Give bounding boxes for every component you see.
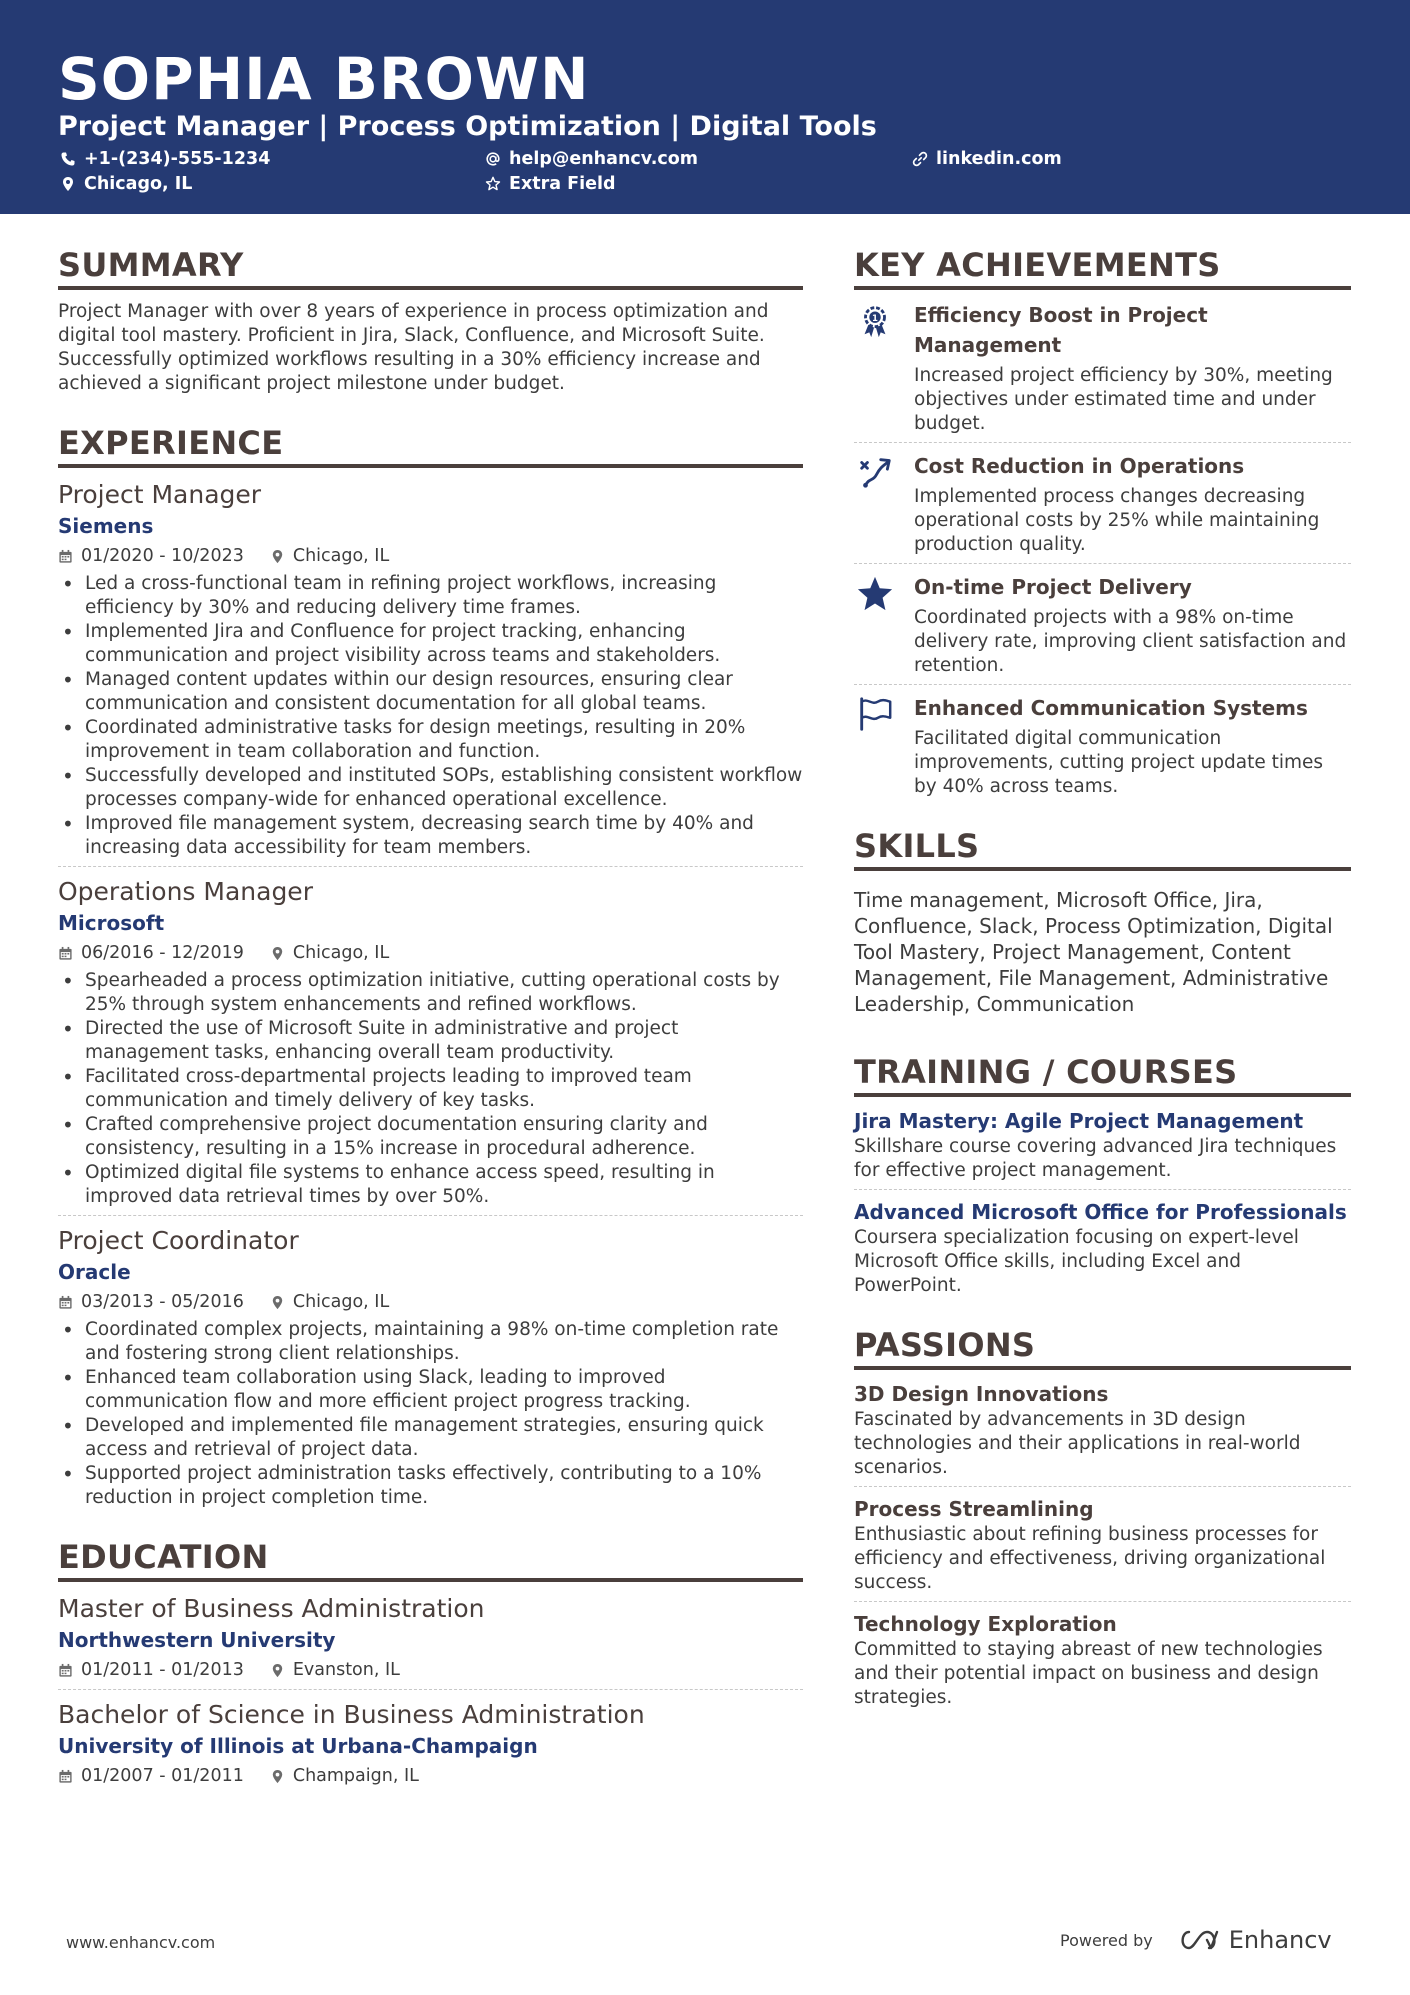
job-bullets [58, 969, 803, 1209]
achievement-title: Cost Reduction in Operations [914, 454, 1245, 478]
location-pin-icon [60, 176, 76, 192]
location-pin-icon [270, 1663, 285, 1678]
footer-branding [1060, 1926, 1332, 1954]
course-title: Advanced Microsoft Office for Professionals [854, 1200, 1347, 1224]
education-meta [58, 1657, 803, 1683]
company-name: Siemens [58, 514, 154, 538]
location-text: Chicago, IL [292, 943, 390, 963]
passion-item [854, 1495, 1351, 1602]
achievement-item [854, 572, 1351, 685]
job-meta [58, 940, 803, 966]
achievement-text: Implemented process changes decreasing operational costs by 25% while maintaining production quality. [914, 486, 1320, 555]
enhancv-logo[interactable] [1177, 1926, 1332, 1954]
job-title: Project Manager [58, 480, 262, 509]
dates-text: 01/2020 - 10/2023 [81, 546, 244, 566]
dates-text: 06/2016 - 12/2019 [81, 943, 244, 963]
job-meta [58, 1289, 803, 1315]
bullet-item: • Spearheaded a process optimization initiative, cutting operational costs by 25% through system enhancements and refined workflows. [58, 969, 803, 1017]
education-entry [58, 1698, 803, 1795]
job-entry [58, 875, 803, 1216]
location-text: Chicago, IL [84, 174, 193, 194]
course-title: Jira Mastery: Agile Project Management [854, 1109, 1304, 1133]
passion-text: Committed to staying abreast of new technologies and their potential impact on business and design strategies. [854, 1639, 1323, 1708]
location-pin-icon [270, 1295, 285, 1310]
contact-email[interactable] [485, 147, 698, 171]
linkedin-link[interactable]: linkedin.com [936, 149, 1062, 169]
achievement-text: Coordinated projects with a 98% on-time delivery rate, improving client satisfaction and retention. [914, 607, 1347, 676]
passion-item [854, 1610, 1351, 1716]
passion-title: 3D Design Innovations [854, 1382, 1109, 1406]
education-meta [58, 1763, 803, 1789]
achievement-body [914, 300, 1351, 436]
footer-website-link[interactable]: www.enhancv.com [66, 1933, 216, 1952]
phone-text: +1-(234)-555-1234 [84, 149, 271, 169]
course-text: Coursera specialization focusing on expert-level Microsoft Office skills, including Excel and PowerPoint. [854, 1227, 1299, 1296]
bullet-item: • Supported project administration tasks effectively, contributing to a 10% reduction in project completion time. [58, 1462, 803, 1510]
education-heading: EDUCATION [58, 1538, 803, 1582]
job-meta [58, 543, 803, 569]
bullet-item: • Optimized digital file systems to enhance access speed, resulting in improved data retrieval times by over 50%. [58, 1161, 803, 1209]
job-title: Project Coordinator [58, 1226, 299, 1255]
location-text: Evanston, IL [292, 1660, 400, 1680]
location-text: Chicago, IL [292, 546, 390, 566]
degree-title: Master of Business Administration [58, 1594, 485, 1623]
course-item [854, 1107, 1351, 1190]
star-icon [854, 572, 896, 678]
school-name: Northwestern University [58, 1628, 336, 1652]
dates-text: 03/2013 - 05/2016 [81, 1292, 244, 1312]
path-arrow-icon [854, 451, 896, 557]
passions-section [854, 1326, 1351, 1716]
passion-text: Fascinated by advancements in 3D design technologies and their applications in real-world scenarios. [854, 1409, 1301, 1478]
summary-section [58, 246, 803, 396]
education-dates [58, 1763, 244, 1789]
dates-text: 01/2011 - 01/2013 [81, 1660, 244, 1680]
achievement-item [854, 693, 1351, 805]
summary-text: Project Manager with over 8 years of experience in process optimization and digital tool mastery. Proficient in Jira, Slack, Confluence, and Microsoft Suite. Successfully optimized workflows resulting in a 30% efficiency increase and achieved a significant project milestone under budget. [58, 301, 769, 394]
contact-location [60, 172, 192, 196]
location-pin-icon [270, 1769, 285, 1784]
link-icon [912, 151, 928, 167]
achievement-body [914, 572, 1351, 678]
summary-heading: SUMMARY [58, 246, 803, 290]
bullet-item: • Enhanced team collaboration using Slack, leading to improved communication flow and more efficient project progress tracking. [58, 1366, 803, 1414]
star-outline-icon [485, 176, 501, 192]
degree-title: Bachelor of Science in Business Administration [58, 1700, 645, 1729]
education-section [58, 1538, 803, 1795]
achievements-section [854, 246, 1351, 805]
achievement-body [914, 451, 1351, 557]
course-text: Skillshare course covering advanced Jira techniques for effective project management. [854, 1136, 1337, 1181]
achievement-item [854, 451, 1351, 564]
bullet-item: • Led a cross-functional team in refining project workflows, increasing efficiency by 30% and reducing delivery time frames. [58, 572, 803, 620]
passion-item [854, 1380, 1351, 1487]
extra-field-text: Extra Field [509, 174, 616, 194]
job-dates [58, 543, 244, 569]
bullet-item: • Directed the use of Microsoft Suite in administrative and project management tasks, enhancing overall team productivity. [58, 1017, 803, 1065]
calendar-icon [58, 1663, 73, 1678]
email-link[interactable]: help@enhancv.com [509, 149, 699, 169]
bullet-item: • Coordinated administrative tasks for design meetings, resulting in 20% improvement in team collaboration and function. [58, 716, 803, 764]
calendar-icon [58, 1769, 73, 1784]
flag-icon [854, 693, 896, 799]
achievement-item [854, 300, 1351, 443]
education-location [270, 1763, 419, 1789]
skills-section [854, 827, 1351, 1017]
experience-heading: EXPERIENCE [58, 424, 803, 468]
bullet-item: • Improved file management system, decreasing search time by 40% and increasing data accessibility for team members. [58, 812, 803, 860]
skills-heading: SKILLS [854, 827, 1351, 871]
contact-phone [60, 147, 270, 171]
calendar-icon [58, 946, 73, 961]
training-section [854, 1053, 1351, 1304]
course-item [854, 1198, 1351, 1304]
company-name: Oracle [58, 1260, 131, 1284]
right-column [854, 246, 1351, 1724]
at-sign-icon [485, 151, 501, 167]
bullet-item: • Managed content updates within our design resources, ensuring clear communication and consistent documentation for all global teams. [58, 668, 803, 716]
candidate-title: Project Manager | Process Optimization | Digital Tools [58, 111, 877, 142]
job-location [270, 1289, 389, 1315]
training-heading: TRAINING / COURSES [854, 1053, 1351, 1097]
calendar-icon [58, 549, 73, 564]
contact-extra [485, 172, 616, 196]
achievement-text: Facilitated digital communication improvements, cutting project update times by 40% across teams. [914, 728, 1324, 797]
location-text: Chicago, IL [292, 1292, 390, 1312]
job-entry [58, 478, 803, 867]
passions-heading: PASSIONS [854, 1326, 1351, 1370]
company-name: Microsoft [58, 911, 165, 935]
job-location [270, 940, 389, 966]
brand-name: Enhancv [1228, 1926, 1332, 1954]
job-location [270, 543, 389, 569]
svg-text:1: 1 [872, 314, 878, 324]
job-bullets [58, 572, 803, 860]
achievement-text: Increased project efficiency by 30%, meeting objectives under estimated time and under budget. [914, 365, 1333, 434]
job-entry [58, 1224, 803, 1516]
contact-linkedin[interactable] [912, 147, 1062, 171]
left-column [58, 246, 803, 1803]
location-text: Champaign, IL [292, 1766, 419, 1786]
job-dates [58, 940, 244, 966]
bullet-item: • Implemented Jira and Confluence for project tracking, enhancing communication and project visibility across teams and stakeholders. [58, 620, 803, 668]
calendar-icon [58, 1295, 73, 1310]
achievement-title: Enhanced Communication Systems [914, 696, 1308, 720]
candidate-name: SOPHIA BROWN [58, 45, 590, 113]
phone-icon [60, 151, 76, 167]
achievement-title: On-time Project Delivery [914, 575, 1192, 599]
achievement-title: Efficiency Boost in Project Management [914, 303, 1208, 357]
passion-title: Technology Exploration [854, 1612, 1117, 1636]
education-dates [58, 1657, 244, 1683]
skills-text: Time management, Microsoft Office, Jira, Confluence, Slack, Process Optimization, Digital Tool Mastery, Project Management, Content Management, File Management, Administrative Leadership, Communication [854, 888, 1333, 1016]
school-name: University of Illinois at Urbana-Champaign [58, 1734, 538, 1758]
bullet-item: • Developed and implemented file management strategies, ensuring quick access and retrieval of project data. [58, 1414, 803, 1462]
infinity-logo-icon [1177, 1928, 1221, 1952]
passion-text: Enthusiastic about refining business processes for efficiency and effectiveness, driving organizational success. [854, 1524, 1326, 1593]
location-pin-icon [270, 946, 285, 961]
passion-title: Process Streamlining [854, 1497, 1094, 1521]
job-bullets [58, 1318, 803, 1510]
bullet-item: • Coordinated complex projects, maintaining a 98% on-time completion rate and fostering strong client relationships. [58, 1318, 803, 1366]
education-entry [58, 1592, 803, 1690]
job-dates [58, 1289, 244, 1315]
experience-section [58, 424, 803, 1516]
bullet-item: • Facilitated cross-departmental projects leading to improved team communication and timely delivery of key tasks. [58, 1065, 803, 1113]
achievements-heading: KEY ACHIEVEMENTS [854, 246, 1351, 290]
powered-by-label: Powered by [1060, 1930, 1153, 1950]
location-pin-icon [270, 549, 285, 564]
job-title: Operations Manager [58, 877, 313, 906]
dates-text: 01/2007 - 01/2011 [81, 1766, 244, 1786]
resume-header [0, 0, 1410, 214]
education-location [270, 1657, 400, 1683]
medal-icon [854, 300, 896, 436]
bullet-item: • Crafted comprehensive project documentation ensuring clarity and consistency, resulting in a 15% increase in procedural adherence. [58, 1113, 803, 1161]
achievement-body [914, 693, 1351, 799]
bullet-item: • Successfully developed and instituted SOPs, establishing consistent workflow processes company-wide for enhanced operational excellence. [58, 764, 803, 812]
